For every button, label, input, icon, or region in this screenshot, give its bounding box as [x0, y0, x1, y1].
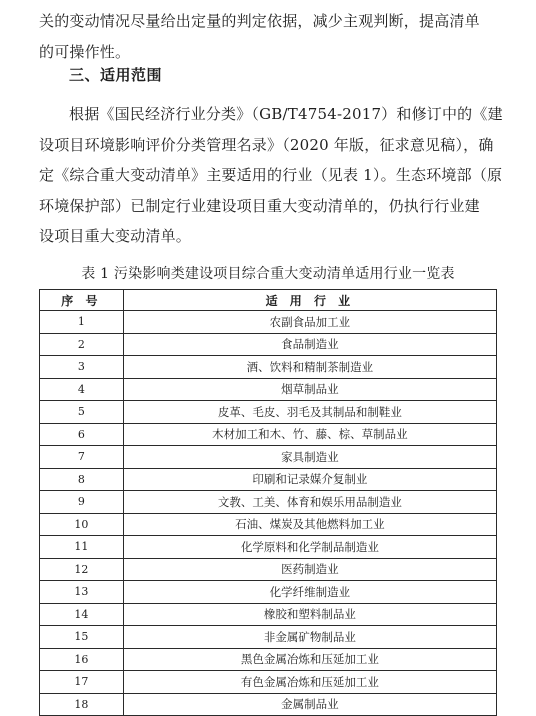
row-industry: 化学原料和化学制品制造业: [123, 536, 496, 559]
row-industry: 金属制品业: [123, 693, 496, 716]
paragraph-line: 定《综合重大变动清单》主要适用的行业（见表 1）。生态环境部（原: [39, 166, 503, 184]
paragraph-line: 设项目重大变动清单。: [39, 227, 192, 245]
table-row: [40, 468, 497, 491]
table-row: [40, 603, 497, 626]
row-number: 11: [40, 536, 124, 559]
paragraph-line: 关的变动情况尽量给出定量的判定依据，减少主观判断，提高清单: [39, 12, 480, 30]
row-industry: 家具制造业: [123, 446, 496, 469]
table-row: [40, 423, 497, 446]
paragraph-line: 根据《国民经济行业分类》（GB/T4754-2017）和修订中的《建: [69, 105, 503, 123]
table-row: [40, 513, 497, 536]
table-row: [40, 446, 497, 469]
row-number: 13: [40, 581, 124, 604]
row-industry: 农副食品加工业: [123, 311, 496, 334]
continuation-paragraph: [39, 6, 501, 67]
table-row: [40, 693, 497, 716]
row-number: 10: [40, 513, 124, 536]
table-row: [40, 356, 497, 379]
industry-table: [39, 289, 497, 716]
row-industry: 皮革、毛皮、羽毛及其制品和制鞋业: [123, 401, 496, 424]
table-row: [40, 378, 497, 401]
table-row: [40, 558, 497, 581]
column-header-industry: 适 用 行 业: [123, 290, 496, 311]
row-industry: 印刷和记录媒介复制业: [123, 468, 496, 491]
table-header-row: [40, 290, 497, 311]
row-number: 18: [40, 693, 124, 716]
paragraph-line: 设项目环境影响评价分类管理名录》（2020 年版，征求意见稿），确: [39, 135, 494, 154]
row-number: 3: [40, 356, 124, 379]
row-number: 17: [40, 671, 124, 694]
scope-paragraph: [39, 99, 501, 252]
row-industry: 酒、饮料和精制茶制造业: [123, 356, 496, 379]
paragraph-line: 环境保护部）已制定行业建设项目重大变动清单的，仍执行行业建: [39, 196, 480, 215]
table-row: [40, 671, 497, 694]
row-number: 12: [40, 558, 124, 581]
table-body: [40, 311, 497, 716]
row-number: 1: [40, 311, 124, 334]
row-industry: 医药制造业: [123, 558, 496, 581]
row-number: 6: [40, 423, 124, 446]
row-number: 9: [40, 491, 124, 514]
row-industry: 文教、工美、体育和娱乐用品制造业: [123, 491, 496, 514]
row-industry: 有色金属冶炼和压延加工业: [123, 671, 496, 694]
table-row: [40, 401, 497, 424]
table-row: [40, 491, 497, 514]
row-industry: 非金属矿物制品业: [123, 626, 496, 649]
table-caption: 表 1 污染影响类建设项目综合重大变动清单适用行业一览表: [81, 266, 455, 282]
paragraph-line: 的可操作性。: [39, 42, 131, 61]
column-header-no: 序 号: [40, 290, 124, 311]
table-row: [40, 536, 497, 559]
table-row: [40, 648, 497, 671]
table-row: [40, 311, 497, 334]
row-number: 4: [40, 378, 124, 401]
row-number: 8: [40, 468, 124, 491]
table-row: [40, 581, 497, 604]
table-row: [40, 333, 497, 356]
row-industry: 化学纤维制造业: [123, 581, 496, 604]
row-number: 2: [40, 333, 124, 356]
table-row: [40, 626, 497, 649]
row-number: 16: [40, 648, 124, 671]
row-industry: 黑色金属冶炼和压延加工业: [123, 648, 496, 671]
row-number: 5: [40, 401, 124, 424]
row-industry: 石油、煤炭及其他燃料加工业: [123, 513, 496, 536]
row-number: 7: [40, 446, 124, 469]
row-industry: 烟草制品业: [123, 378, 496, 401]
row-industry: 木材加工和木、竹、藤、棕、草制品业: [123, 423, 496, 446]
row-industry: 食品制造业: [123, 333, 496, 356]
row-number: 15: [40, 626, 124, 649]
row-industry: 橡胶和塑料制品业: [123, 603, 496, 626]
section-heading-scope: 三、适用范围: [69, 66, 163, 84]
row-number: 14: [40, 603, 124, 626]
